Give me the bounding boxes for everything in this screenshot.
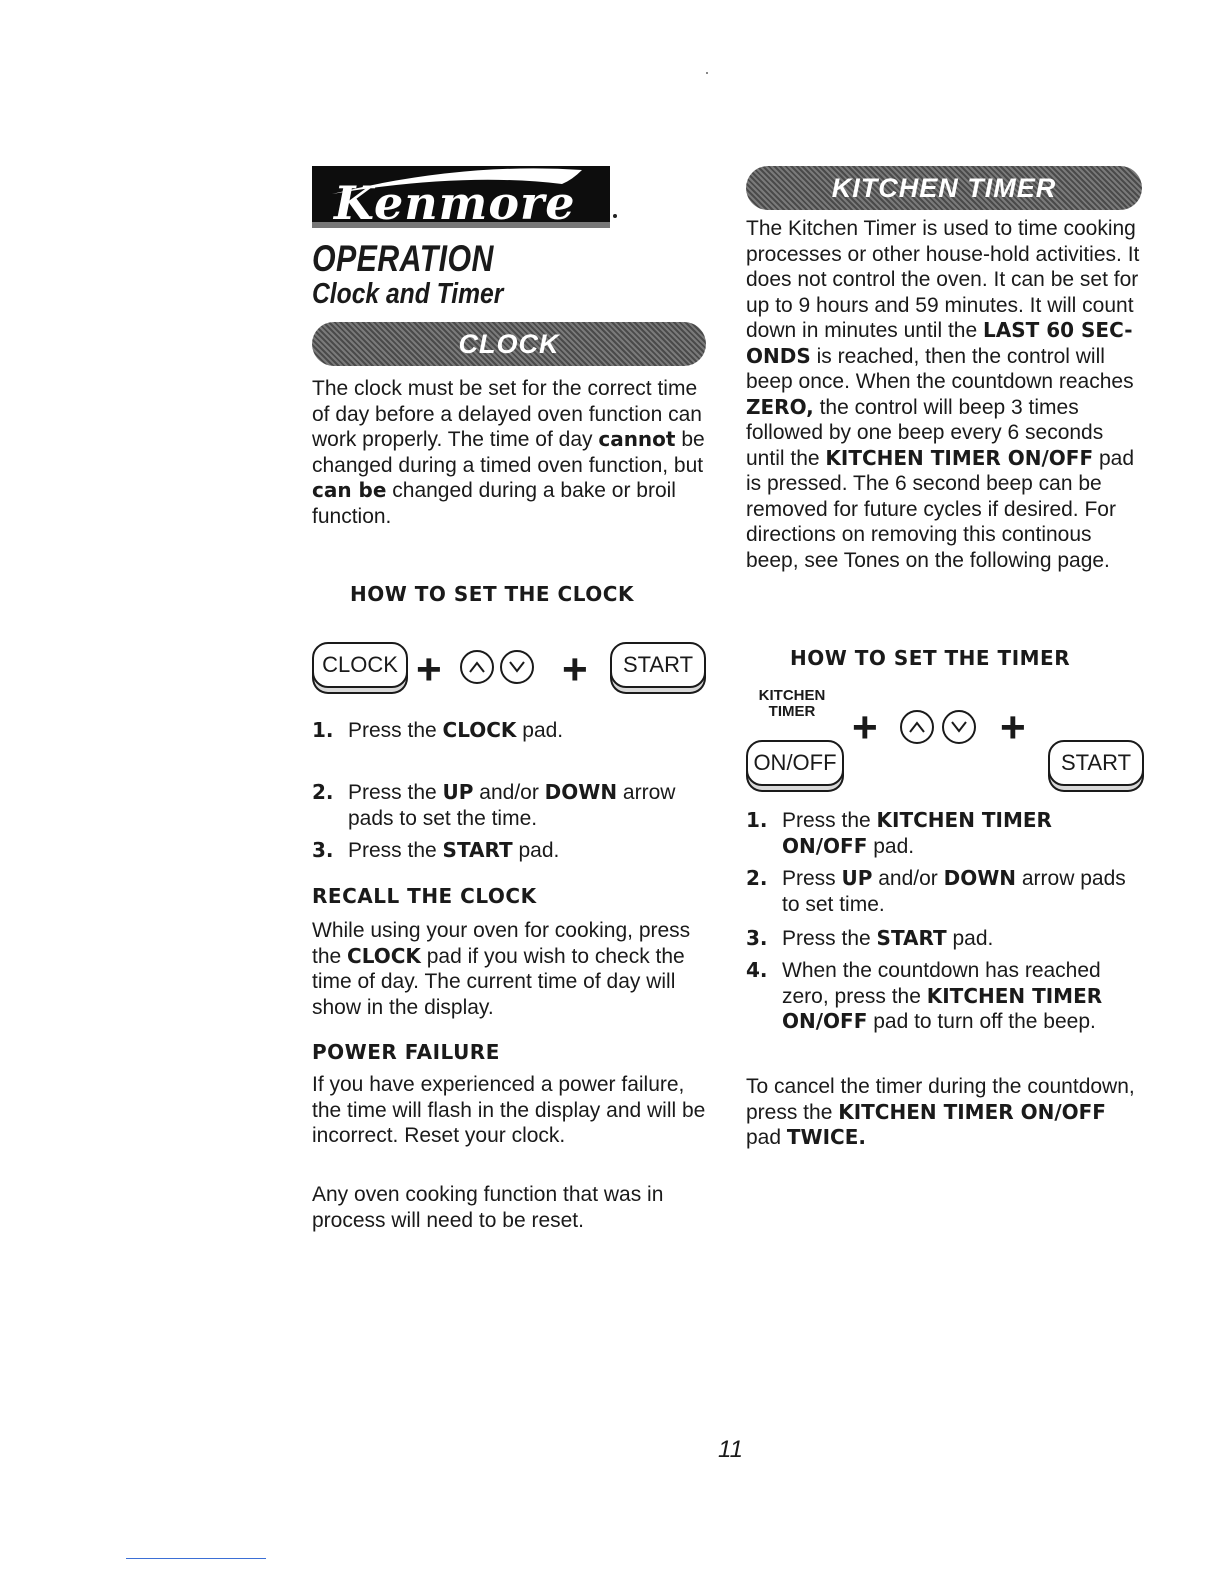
timer-step-4: 4. When the countdown has reached zero, press the KITCHEN TIMER ON/OFF pad to turn off the beep. bbox=[746, 958, 1103, 1033]
scan-edge-line bbox=[126, 1558, 266, 1559]
up-arrow-icon bbox=[900, 710, 934, 744]
plus-icon: + bbox=[416, 645, 442, 694]
cancel-timer-text: To cancel the timer during the countdown, press the KITCHEN TIMER ON/OFF pad TWICE. bbox=[746, 1075, 1135, 1149]
clock-step-2: 2. Press the UP and/or DOWN arrow pads to set the time. bbox=[312, 780, 676, 830]
down-arrow-icon bbox=[500, 650, 534, 684]
scan-speck bbox=[706, 72, 708, 74]
timer-step-1: 1. Press the KITCHEN TIMER ON/OFF pad. bbox=[746, 808, 1052, 858]
clock-banner bbox=[312, 322, 706, 366]
plus-icon: + bbox=[852, 703, 878, 752]
kitchen-timer-banner bbox=[746, 166, 1142, 210]
clock-intro: The clock must be set for the correct time of day before a delayed oven function can work properly. The time of day cannot be changed during a timed oven function, but can be changed during a bake or broil function. bbox=[312, 377, 705, 528]
clock-step-1: 1. Press the CLOCK pad. bbox=[312, 718, 564, 742]
power-failure-text-2: Any oven cooking function that was in process will need to be reset. bbox=[312, 1183, 664, 1232]
kitchen-timer-banner-label: KITCHEN TIMER bbox=[831, 172, 1057, 203]
how-to-set-timer-heading: HOW TO SET THE TIMER bbox=[790, 646, 1071, 670]
clock-step-3: 3. Press the START pad. bbox=[312, 838, 560, 862]
start-key-icon: START bbox=[1048, 740, 1144, 786]
clock-key-icon: CLOCK bbox=[312, 642, 408, 688]
power-failure-heading: POWER FAILURE bbox=[312, 1040, 500, 1064]
logo-trademark-dot bbox=[613, 214, 617, 218]
start-key-icon: START bbox=[610, 642, 706, 688]
timer-step-2: 2. Press UP and/or DOWN arrow pads to set time. bbox=[746, 866, 1126, 916]
onoff-key-icon: ON/OFF bbox=[746, 740, 844, 786]
kenmore-logo bbox=[312, 166, 610, 228]
page-title: OPERATION bbox=[312, 238, 494, 279]
plus-icon: + bbox=[562, 645, 588, 694]
clock-banner-label: CLOCK bbox=[458, 328, 560, 359]
recall-clock-text: While using your oven for cooking, press the CLOCK pad if you wish to check the time of day. The current time of day will show in the display. bbox=[312, 919, 691, 1019]
down-arrow-icon bbox=[942, 710, 976, 744]
plus-icon: + bbox=[1000, 703, 1026, 752]
timer-intro: The Kitchen Timer is used to time cooking processes or other house-hold activities. It does not control the oven. It can be set for up to 9 hours and 59 minutes. It will count down in minutes until the LAST 60 SEC-ONDS is reached, then the control will beep once. When the countdown reaches ZERO, the control will beep 3 times followed by one beep every 6 seconds until the KITCHEN TIMER ON/OFF pad is pressed. The 6 second beep can be removed for future cycles if desired. For directions on removing this continous beep, see Tones on the following page. bbox=[746, 217, 1140, 572]
recall-clock-heading: RECALL THE CLOCK bbox=[312, 884, 537, 908]
page-subtitle: Clock and Timer bbox=[312, 278, 504, 310]
up-arrow-icon bbox=[460, 650, 494, 684]
power-failure-text: If you have experienced a power failure, the time will flash in the display and will be incorrect. Reset your clock. bbox=[312, 1073, 706, 1147]
how-to-set-clock-heading: HOW TO SET THE CLOCK bbox=[350, 582, 634, 606]
page-number: 11 bbox=[718, 1436, 743, 1463]
kitchen-timer-key-label: KITCHEN TIMER bbox=[758, 687, 826, 720]
logo-text: Kenmore bbox=[334, 176, 576, 228]
timer-step-3: 3. Press the START pad. bbox=[746, 926, 994, 950]
